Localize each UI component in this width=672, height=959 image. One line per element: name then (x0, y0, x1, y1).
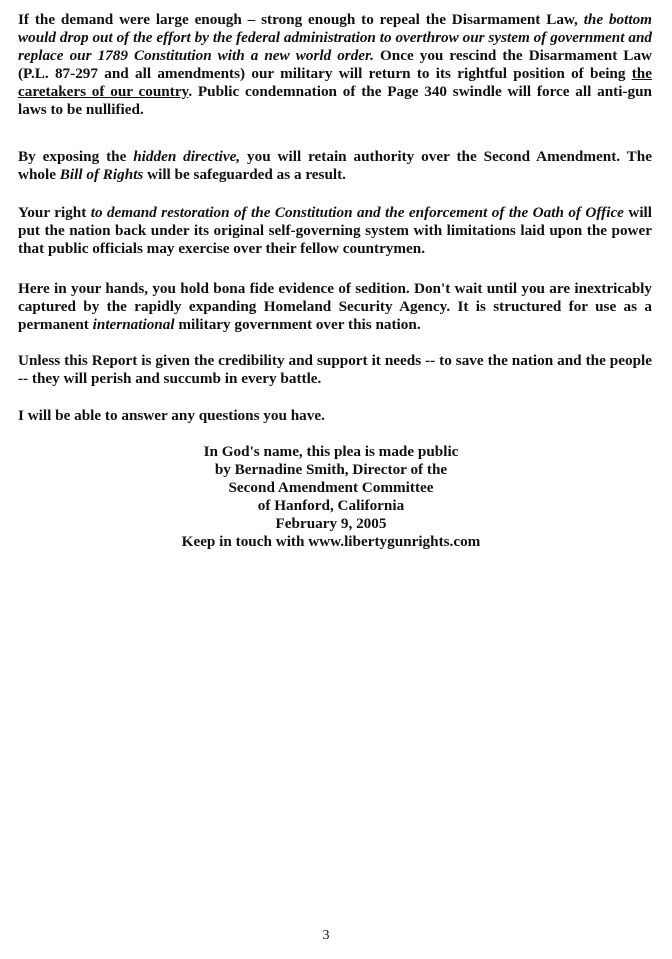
signature-date: February 9, 2005 (275, 515, 387, 532)
paragraph-questions (18, 407, 652, 425)
italic-text: hidden directive, (133, 148, 241, 165)
text: Unless this Report is given the credibility and support it needs -- to save the nation and the people -- they will perish and succumb in every battle. (18, 352, 652, 387)
paragraph-credibility (18, 352, 652, 388)
paragraph-repeal-disarmament-law (18, 11, 652, 119)
signature-line: of Hanford, California (257, 497, 405, 514)
website-link[interactable]: www.libertygunrights.com (308, 533, 481, 550)
signature-contact (0, 533, 662, 551)
text: you will retain authority over the Second Amendment. The whole (18, 148, 652, 183)
text: . Public condemnation of the Page 340 swindle will force all anti-gun laws to be nullified. (18, 83, 652, 118)
italic-text: to demand restoration of the Constitution and the enforcement of the Oath of Office (90, 204, 624, 221)
contact-prefix: Keep in touch with (181, 533, 309, 550)
page-number: 3 (322, 928, 330, 943)
text: If the demand were large enough – strong enough to repeal the Disarmament Law, (18, 11, 584, 28)
text: Here in your hands, you hold bona fide evidence of sedition. Don't wait until you are inextricably captured by the rapidly expanding Homeland Security Agency. It is structured for use as a permanent (18, 280, 652, 333)
signature-line: In God's name, this plea is made public (203, 443, 459, 460)
italic-text: international (92, 316, 175, 333)
text: military government over this nation. (174, 316, 421, 333)
text: will be safeguarded as a result. (143, 166, 346, 183)
signature-line: by Bernadine Smith, Director of the (214, 461, 448, 478)
text: will put the nation back under its original self-governing system with limitations laid upon the power that public officials may exercise over their fellow countrymen. (18, 204, 652, 257)
paragraph-hidden-directive (18, 148, 652, 184)
text: Once you rescind the Disarmament Law (P.L. 87-297 and all amendments) our military will return to its rightful position of being (18, 47, 653, 82)
text: I will be able to answer any questions you have. (18, 407, 325, 424)
underlined-text: the caretakers of our country (18, 65, 652, 100)
paragraph-your-right (18, 204, 652, 258)
italic-text: the bottom would drop out of the effort by the federal administration to overthrow our system of government and replace our 1789 Constitution with a new world order. (18, 11, 652, 64)
text: By exposing the (18, 148, 134, 165)
text: Your right (18, 204, 91, 221)
signature-block (0, 443, 662, 551)
signature-line: Second Amendment Committee (228, 479, 434, 496)
paragraph-evidence-of-sedition (18, 280, 652, 334)
italic-text: Bill of Rights (59, 166, 144, 183)
